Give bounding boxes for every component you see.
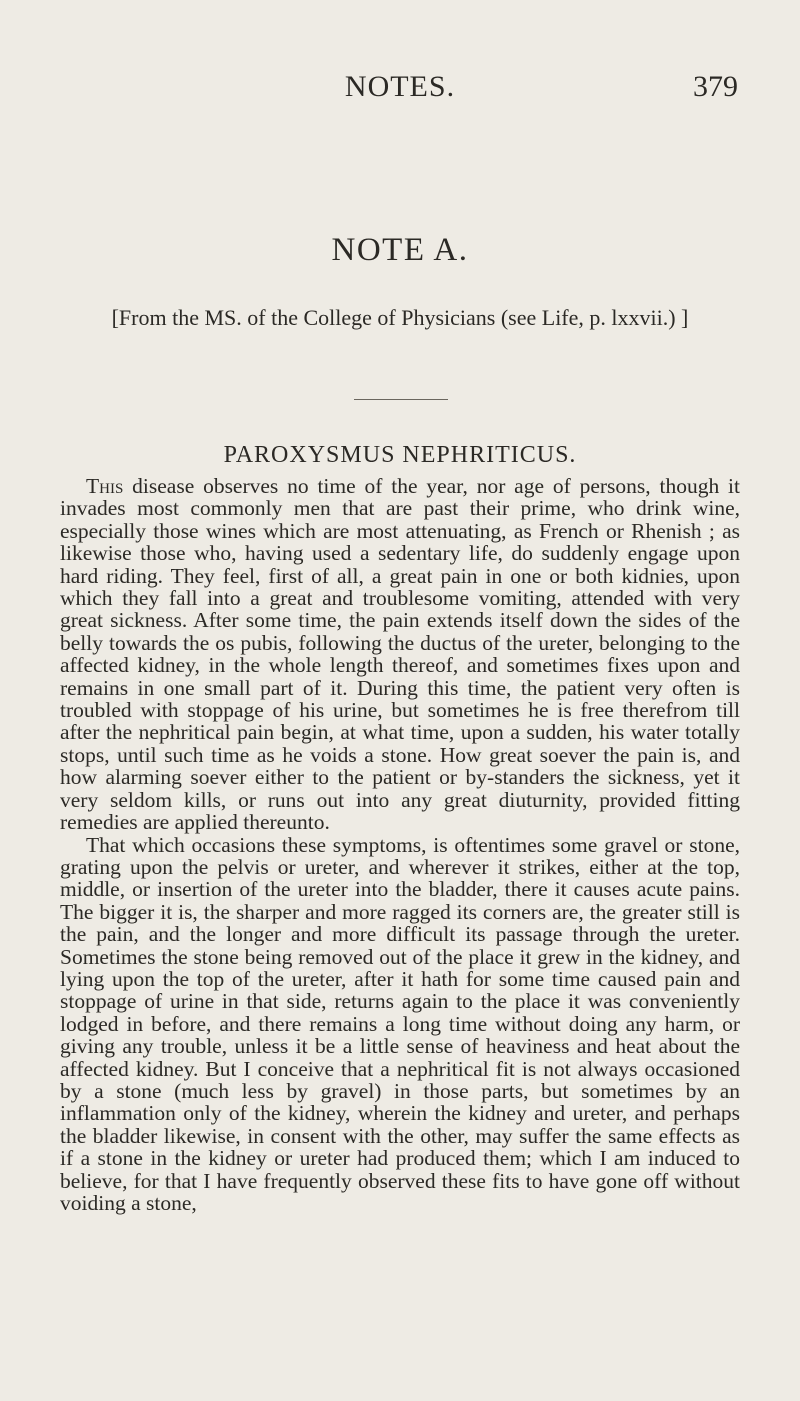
note-heading: NOTE A. <box>331 232 469 268</box>
page-number: 379 <box>693 70 738 103</box>
paragraph-1-text: disease observes no time of the year, nor age of persons, though it invades most commonly men that are past their prime, who drink wine, especially those wines which are most attenuating, as French or Rhenish ; as likewise those who, having used a sedentary life, do suddenly engage upon hard riding. They feel, first of all, a great pain in one or both kidnies, upon which they fall into a great and troublesome vomiting, attended with very great sickness. After some time, the pain extends itself down the sides of the belly towards the os pubis, following the ductus of the ureter, belonging to the affected kidney, in the whole length thereof, and sometimes fixes upon and remains in one small part of it. During this time, the patient very often is troubled with stoppage of his urine, but sometimes he is free therefrom till after the nephritical pain begin, at what time, upon a sudden, his water totally stops, until such time as he voids a stone. How great soever the pain is, and how alarming soever either to the patient or by-standers the sickness, yet it very seldom kills, or runs out into any great diuturnity, provided fitting remedies are applied thereunto. <box>60 474 740 835</box>
paragraph-1-lead-word: This <box>86 474 124 498</box>
body-text <box>60 475 740 1214</box>
section-divider <box>354 399 448 400</box>
source-citation: [From the MS. of the College of Physicians (see Life, p. lxxvii.) ] <box>111 305 689 330</box>
paragraph-2-text: That which occasions these symptoms, is oftentimes some gravel or stone, grating upon the pelvis or ureter, and wherever it strikes, either at the top, middle, or insertion of the ureter into the bladder, there it causes acute pains. The bigger it is, the sharper and more ragged its corners are, the greater still is the pain, and the longer and more difficult its passage through the ureter. Sometimes the stone being removed out of the place it grew in the kidney, and lying upon the top of the ureter, after it hath for some time caused pain and stoppage of urine in that side, returns again to the place it was conveniently lodged in before, and there remains a long time without doing any harm, or giving any trouble, unless it be a little sense of heaviness and heat about the affected kidney. But I conceive that a nephritical fit is not always occasioned by a stone (much less by gravel) in those parts, but sometimes by an inflammation only of the kidney, wherein the kidney and ureter, and perhaps the bladder likewise, in consent with the other, may suffer the same effects as if a stone in the kidney or ureter had produced them; which I am induced to believe, for that I have frequently observed these fits to have gone off without voiding a stone, <box>60 832 740 1215</box>
paragraph-1 <box>60 475 740 834</box>
section-title: PAROXYSMUS NEPHRITICUS. <box>223 442 577 468</box>
paragraph-2 <box>60 834 740 1215</box>
running-title: NOTES. <box>344 70 456 103</box>
running-header <box>0 70 800 110</box>
